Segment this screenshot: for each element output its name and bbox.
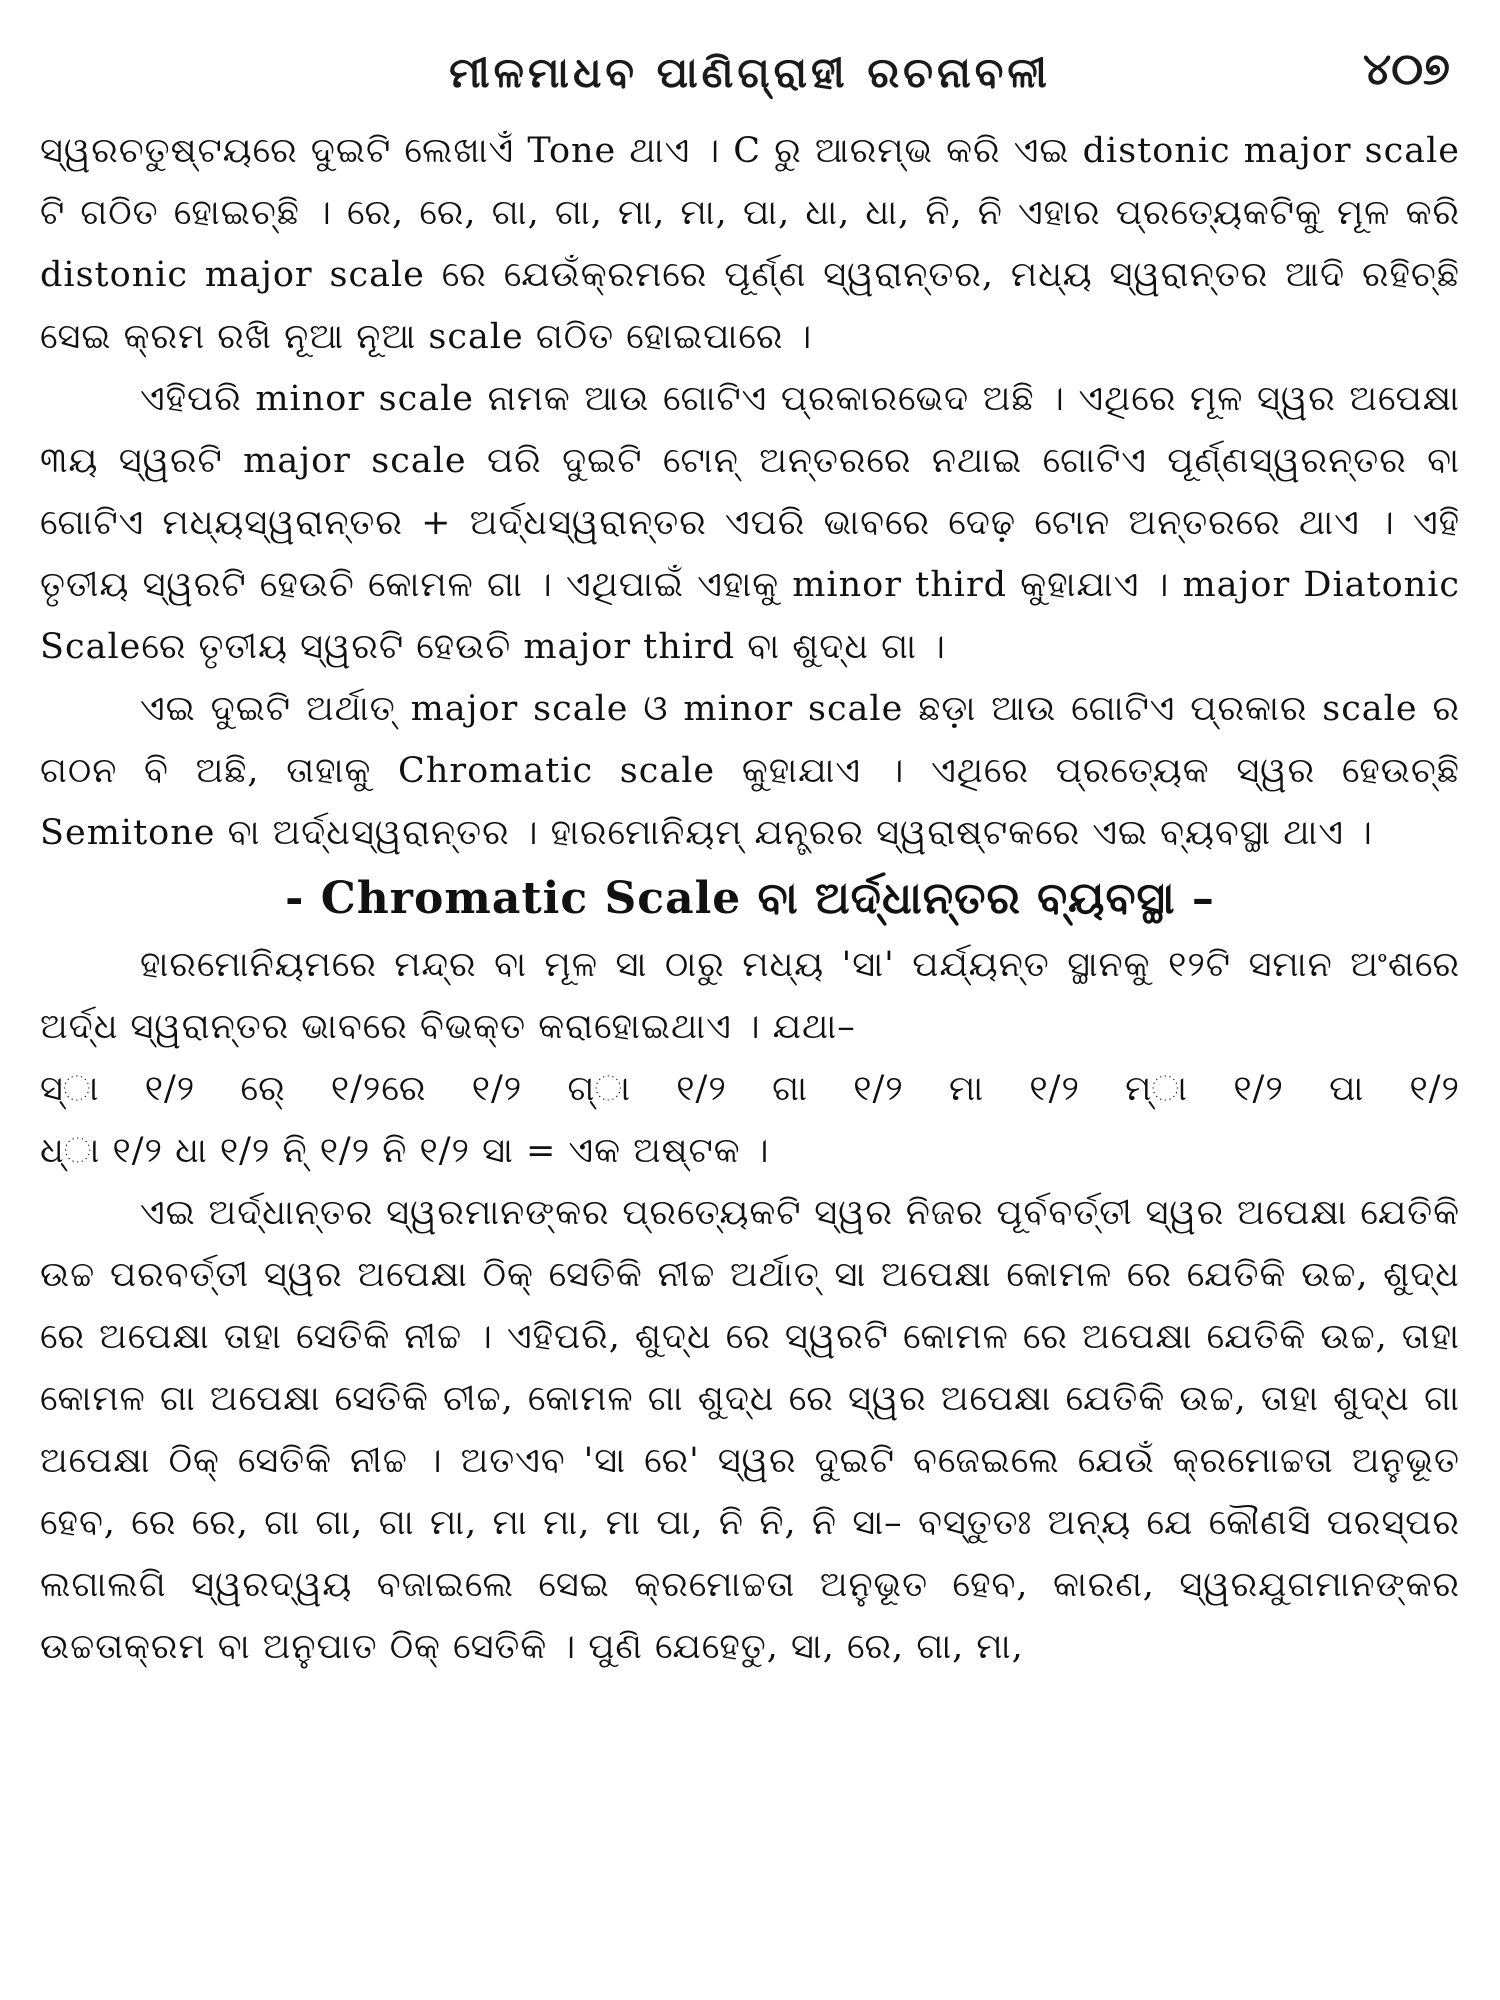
final-paragraph: ଏଇ ଅର୍ଦ୍ଧାନ୍ତର ସ୍ୱରମାନଙ୍କର ପ୍ରତ୍ୟେକଟି ସ୍ୱର ନିଜର ପୂର୍ବବର୍ତ୍ତୀ ସ୍ୱର ଅପେକ୍ଷା ଯେତିକି ଉଚ୍ଚ ପରବର୍ତ୍ତୀ ସ୍ୱର ଅପେକ୍ଷା ଠିକ୍ ସେତିକି ନୀଚ୍ଚ ଅର୍ଥାତ୍ ସା ଅପେକ୍ଷା କୋମଳ ରେ ଯେତିକି ଉଚ୍ଚ, ଶୁଦ୍ଧ ରେ ଅପେକ୍ଷା ତାହା ସେତିକି ନୀଚ୍ଚ । ଏହିପରି, ଶୁଦ୍ଧ ରେ ସ୍ୱରଟି କୋମଳ ରେ ଅପେକ୍ଷା ଯେତିକି ଉଚ୍ଚ, ତାହା କୋମଳ ଗା ଅପେକ୍ଷା ସେତିକି ଚୀଚ୍ଚ, କୋମଳ ଗା ଶୁଦ୍ଧ ରେ ସ୍ୱର ଅପେକ୍ଷା ଯେତିକି ଉଚ୍ଚ, ତାହା ଶୁଦ୍ଧ ଗା ଅପେକ୍ଷା ଠିକ୍ ସେତିକି ନୀଚ୍ଚ । ଅତଏବ 'ସା ରେ' ସ୍ୱର ଦୁଇଟି ବଜେଇଲେ ଯେଉଁ କ୍ରମୋଚ୍ଚତା ଅନୁଭୂତ ହେବ, ରେ ରେ, ଗା ଗା, ଗା ମା, ମା ମା, ମା ପା, ନି ନି, ନି ସା– ବସ୍ତୁତଃ ଅନ୍ୟ ଯେ କୌଣସି ପରସ୍ପର ଲଗାଲଗି ସ୍ୱରଦ୍ୱୟ ବଜାଇଲେ ସେଇ କ୍ରମୋଚ୍ଚତା ଅନୁଭୂତ ହେବ, କାରଣ, ସ୍ୱରଯୁଗମାନଙ୍କର ଉଚ୍ଚତାକ୍ରମ ବା ଅନୁପାତ ଠିକ୍ ସେତିକି । ପୁଣି ଯେହେତୁ, ସା, ରେ, ଗା, ମା, <box>40 1193 1460 1667</box>
body-text <box>40 120 1460 1678</box>
scale-line-1: ସ୍ା ୧/୨ ରେ୍ ୧/୨ରେ ୧/୨ ଗ୍ା ୧/୨ ଗା ୧/୨ ମା ୧/୨ ମ୍ା ୧/୨ ପା ୧/୨ <box>40 1069 1460 1109</box>
chromatic-intro: ହାରମୋନିୟମରେ ମନ୍ଦ୍ର ବା ମୂଳ ସା ଠାରୁ ମଧ୍ୟ 'ସା' ପର୍ଯ୍ୟନ୍ତ ସ୍ଥାନକୁ ୧୨ଟି ସମାନ ଅଂଶରେ ଅର୍ଦ୍ଧ ସ୍ୱରାନ୍ତର ଭାବରେ ବିଭକ୍ତ କରାହୋଇଥାଏ । ଯଥା– <box>40 945 1460 1047</box>
paragraph-2: ଏହିପରି minor scale ନାମକ ଆଉ ଗୋଟିଏ ପ୍ରକାରଭେଦ ଅଛି । ଏଥିରେ ମୂଳ ସ୍ୱର ଅପେକ୍ଷା ୩ୟ ସ୍ୱରଟି major scale ପରି ଦୁଇଟି ଟୋନ୍ ଅନ୍ତରରେ ନଥାଇ ଗୋଟିଏ ପୂର୍ଣ୍ଣସ୍ୱରନ୍ତର ବା ଗୋଟିଏ ମଧ୍ୟସ୍ୱରାନ୍ତର + ଅର୍ଦ୍ଧସ୍ୱରାନ୍ତର ଏପରି ଭାବରେ ଦେଢ଼ ଟୋନ ଅନ୍ତରରେ ଥାଏ । ଏହି ତୃତୀୟ ସ୍ୱରଟି ହେଉଚି କୋମଳ ଗା । ଏଥିପାଇଁ ଏହାକୁ minor third କୁହାଯାଏ । major Diatonic Scaleରେ ତୃତୀୟ ସ୍ୱରଟି ହେଉଚି major third ବା ଶୁଦ୍ଧ ଗା । <box>40 379 1460 667</box>
section-heading: - Chromatic Scale ବା ଅର୍ଦ୍ଧାନ୍ତର ବ୍ୟବସ୍ଥା – <box>285 873 1215 924</box>
page-header <box>40 40 1460 120</box>
scale-line-2: ଧ୍ା ୧/୨ ଧା ୧/୨ ନି୍ ୧/୨ ନି ୧/୨ ସା = ଏକ ଅଷ୍ଟକ । <box>40 1131 770 1171</box>
running-title: ମୀଳମାଧବ ପାଣିଗ୍ରାହୀ ରଚନାବଳୀ <box>449 48 1051 97</box>
paragraph-1: ସ୍ୱରଚତୁଷ୍ଟୟରେ ଦୁଇଟି ଲେଖାଏଁ Tone ଥାଏ । C ରୁ ଆରମ୍ଭ କରି ଏଇ distonic major scale ଟି ଗଠିତ ହୋଇଚ୍ଛି । ରେ, ରେ, ଗା, ଗା, ମା, ମା, ପା, ଧା, ଧା, ନି, ନି ଏହାର ପ୍ରତ୍ୟେକଟିକୁ ମୂଳ କରି distonic major scale ରେ ଯେଉଁକ୍ରମରେ ପୂର୍ଣ୍ଣ ସ୍ୱରାନ୍ତର, ମଧ୍ୟ ସ୍ୱରାନ୍ତର ଆଦି ରହିଚ୍ଛି ସେଇ କ୍ରମ ରଖି ନୂଆ ନୂଆ scale ଗଠିତ ହୋଇପାରେ । <box>40 131 1460 357</box>
paragraph-3: ଏଇ ଦୁଇଟି ଅର୍ଥାତ୍ major scale ଓ minor scale ଛଡ଼ା ଆଉ ଗୋଟିଏ ପ୍ରକାର scale ର ଗଠନ ବି ଅଛି, ତାହାକୁ Chromatic scale କୁହାଯାଏ । ଏଥିରେ ପ୍ରତ୍ୟେକ ସ୍ୱର ହେଉଚ୍ଛି Semitone ବା ଅର୍ଦ୍ଧସ୍ୱରାନ୍ତର । ହାରମୋନିୟମ୍ ଯନ୍ତ୍ରର ସ୍ୱରାଷ୍ଟକରେ ଏଇ ବ୍ୟବସ୍ଥା ଥାଏ । <box>40 689 1460 853</box>
page-number: ୪୦୭ <box>1363 44 1450 95</box>
